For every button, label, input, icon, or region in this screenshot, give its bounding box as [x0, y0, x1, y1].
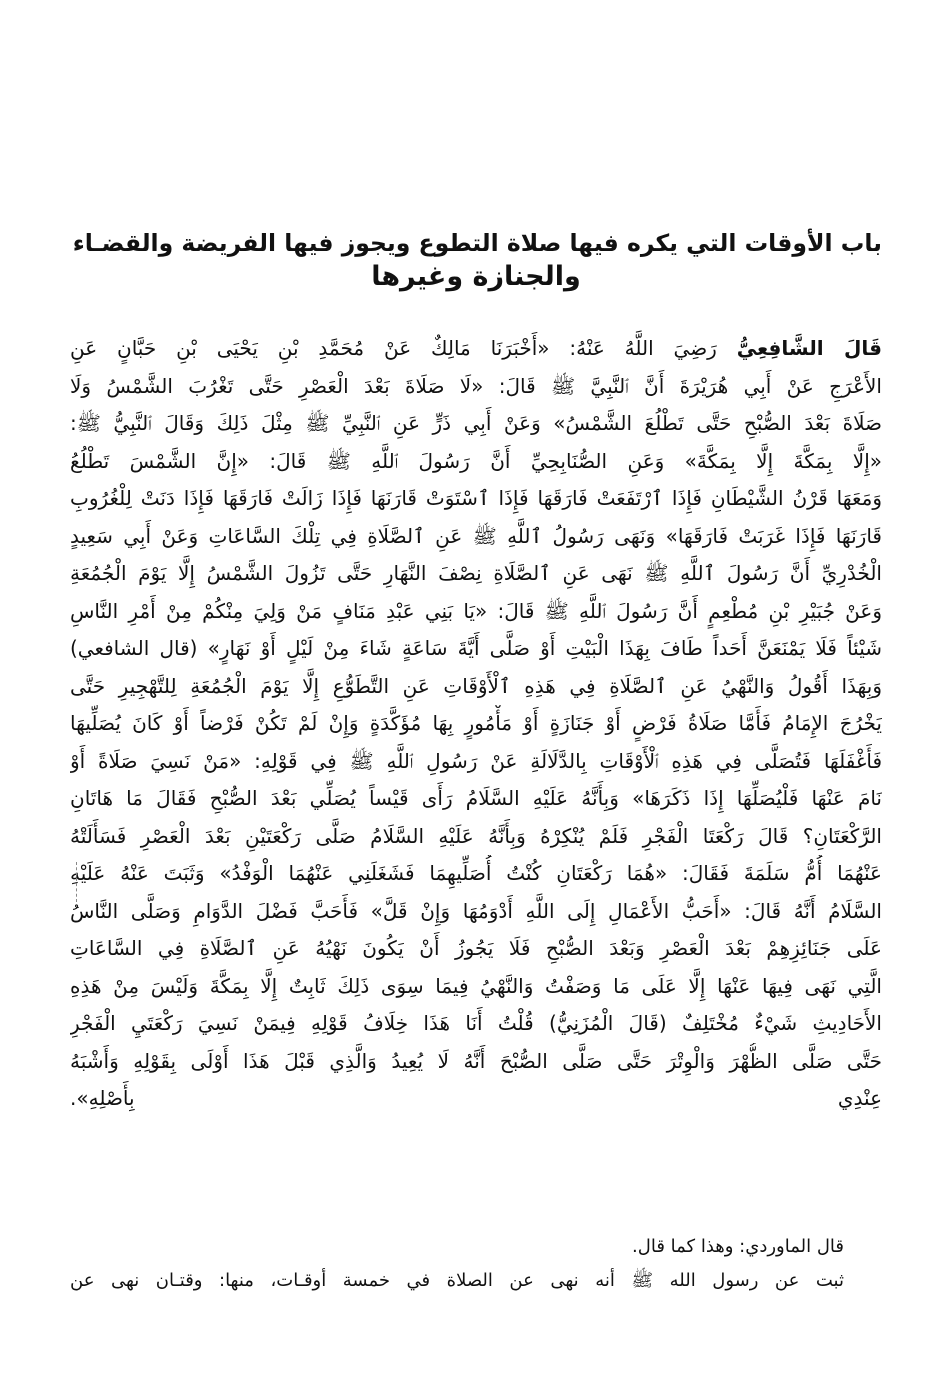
text-line: الْخُدْرِيِّ أَنَّ رَسُولَ ٱللَّهِ ﷺ نَهَى عَنِ ٱلصَّلَاةِ نِصْفَ النَّهَارِ حَتَّى تَزُولَ الشَّمْسُ إِلَّا يَوْمَ الْجُمُعَةِ [70, 561, 882, 585]
text-line: حَتَّى صَلَّى الظُّهْرَ وَالْوِتْرَ حَتَّى صَلَّى الصُّبْحَ أَنَّهُ لَا يُعِيدُ وَالَّذِي قَبْلَ هَذَا أَوْلَى بِقَوْلِهِ وَأَشْبَهُ [70, 1048, 882, 1073]
commentary-line: قال الماوردي: وهذا كما قال. [632, 1236, 844, 1257]
text-line: يَخْرُجَ الإِمَامُ فَأَمَّا صَلَاةُ فَرْضٍ أَوْ جَنَازَةٍ أَوْ مَأْمُورٍ بِهَا مُؤَكَّدَةٍ وَإِنْ لَمْ تَكُنْ فَرْضاً أَوْ كَانَ يُصَلِّيهَا [70, 711, 882, 735]
text-line: الأَعْرَجِ عَنْ أَبِي هُرَيْرَةَ أَنَّ ٱلنَّبِيَّ ﷺ قَالَ: «لَا صَلَاةَ بَعْدَ الْعَصْرِ حَتَّى تَغْرُبَ الشَّمْسُ وَلَا [70, 373, 882, 398]
text-line [70, 1118, 882, 1156]
chapter-title-line-2: والجنازة وغيرها [371, 260, 581, 292]
hadith-text-block [70, 330, 882, 1155]
text-line: شَيْئاً فَلَا يَمْنَعَنَّ أَحَداً طَافَ بِهَذَا الْبَيْتِ أَوْ صَلَّى أَيَّةَ سَاعَةٍ شَاءَ مِنْ لَيْلٍ أَوْ نَهَارٍ» (قال الشافعي) [70, 636, 882, 660]
text-line: وَمَعَهَا قَرْنُ الشَّيْطَانِ فَإِذَا ٱرْتَفَعَتْ فَارَقَهَا فَإِذَا ٱسْتَوَتْ قَارَنَهَا فَإِذَا زَالَتْ فَارَقَهَا فَإِذَا دَنَتْ لِلْغُرُوبِ [70, 486, 882, 510]
text-line: «إِلَّا بِمَكَّةَ إِلَّا بِمَكَّةَ» وَعَنِ الصُّنَابِحِيِّ أَنَّ رَسُولَ ٱللَّهِ ﷺ قَالَ: «إِنَّ الشَّمْسَ تَطْلُعُ [70, 448, 882, 473]
text-line: صَلَاةَ بَعْدَ الصُّبْحِ حَتَّى تَطْلُعَ الشَّمْسُ» وَعَنْ أَبِي ذَرٍّ عَنِ ٱلنَّبِيِّ ﷺ مِثْلَ ذَلِكَ وَقَالَ ٱلنَّبِيُّ ﷺ: [70, 411, 882, 435]
text-line: عَنْهُمَا أُمُّ سَلَمَةَ فَقَالَ: «هُمَا رَكْعَتَانِ كُنْتُ أُصَلِّيهِمَا فَشَغَلَنِي عَنْهُمَا الْوَفْدُ» وَثَبَتَ عَنْهُ عَلَيْهِ [70, 861, 882, 885]
text-line: عِنْدِي بِأَصْلِهِ». [70, 1086, 882, 1110]
text-line: وَبِهَذَا أَقُولُ وَالنَّهْيُ عَنِ ٱلصَّلَاةِ فِي هَذِهِ ٱلْأَوْقَاتِ عَنِ التَّطَوُّعِ إِلَّا يَوْمَ الْجُمُعَةِ لِلتَّهْجِيرِ حَتَّى [70, 673, 882, 698]
text-line: السَّلَامُ أَنَّهُ قَالَ: «أَحَبُّ الأَعْمَالِ إِلَى اللَّهِ أَدْوَمُهَا وَإِنْ قَلَّ» فَأَحَبَّ فَضْلَ الدَّوَامِ وَصَلَّى النَّاسُ [70, 898, 882, 923]
text-line: الَّتِي نَهَى فِيهَا عَنْهَا إِلَّا عَلَى مَا وَصَفْتُ وَالنَّهْيُ فِيمَا سِوَى ذَلِكَ ثَابِتٌ إِلَّا بِمَكَّةَ وَلَيْسَ مِنْ هَذِهِ [70, 973, 882, 998]
speaker-name: قَالَ الشَّافِعِيُّ [736, 336, 882, 360]
text-line: نَامَ عَنْهَا فَلْيُصَلِّهَا إِذَا ذَكَرَهَا» وَبِأَنَّهُ عَلَيْهِ السَّلَامُ رَأَى قَيْساً يُصَلِّي بَعْدَ الصُّبْحِ فَقَالَ مَا هَاتَانِ [70, 786, 882, 810]
text-line [70, 330, 882, 368]
text-line: الأَحَادِيثِ شَيْءٌ مُخْتَلِفٌ (قَالَ الْمُزَنِيُّ) قُلْتُ أَنَا هَذَا خِلَافُ قَوْلِهِ فِيمَنْ نَسِيَ رَكْعَتَيِ الْفَجْرِ [70, 1011, 882, 1035]
text-line-rest: رَضِيَ اللَّهُ عَنْهُ: «أَخْبَرَنَا مَالِكٌ عَنْ مُحَمَّدِ بْنِ يَحْيَى بْنِ حَبَّانٍ عَنِ [70, 336, 737, 360]
chapter-title [70, 228, 882, 294]
margin-mark [76, 862, 78, 902]
commentary-block [70, 1230, 882, 1298]
text-line: عَلَى جَنَائِزِهِمْ بَعْدَ الْعَصْرِ وَبَعْدَ الصُّبْحِ فَلَا يَجُوزُ أَنْ يَكُونَ نَهْيُهُ عَنِ ٱلصَّلَاةِ فِي السَّاعَاتِ [70, 936, 882, 960]
text-line: فَأَغْفَلَهَا فَتُصَلَّى فِي هَذِهِ ٱلْأَوْقَاتِ بِالدَّلَالَةِ عَنْ رَسُولِ ٱللَّهِ ﷺ فِي قَوْلِهِ: «مَنْ نَسِيَ صَلَاةً أَوْ [70, 748, 882, 773]
commentary-line: ثبت عن رسول الله ﷺ أنه نهى عن الصلاة في خمسة أوقـات، منها: وقتـان نهى عن [70, 1270, 844, 1291]
text-line: الرَّكْعَتَانِ؟ قَالَ رَكْعَتَا الْفَجْرِ فَلَمْ يُنْكِرْهُ وَبِأَنَّهُ عَلَيْهِ السَّلَامُ صَلَّى رَكْعَتَيْنِ بَعْدَ الْعَصْرِ فَسَأَلَتْهُ [70, 823, 882, 848]
chapter-title-line-1: باب الأوقات التي يكره فيها صلاة التطوع ويجوز فيها الفريضة والقضـاء [72, 229, 882, 257]
text-line: وَعَنْ جُبَيْرِ بْنِ مُطْعِمٍ أَنَّ رَسُولَ ٱللَّهِ ﷺ قَالَ: «يَا بَنِي عَبْدِ مَنَافٍ مَنْ وَلِيَ مِنْكُمْ مِنْ أَمْرِ النَّاسِ [70, 598, 882, 623]
text-line: قَارَنَهَا فَإِذَا غَرَبَتْ فَارَقَهَا» وَنَهَى رَسُولُ ٱللَّهِ ﷺ عَنِ ٱلصَّلَاةِ فِي تِلْكَ السَّاعَاتِ وَعَنْ أَبِي سَعِيدٍ [70, 523, 882, 548]
